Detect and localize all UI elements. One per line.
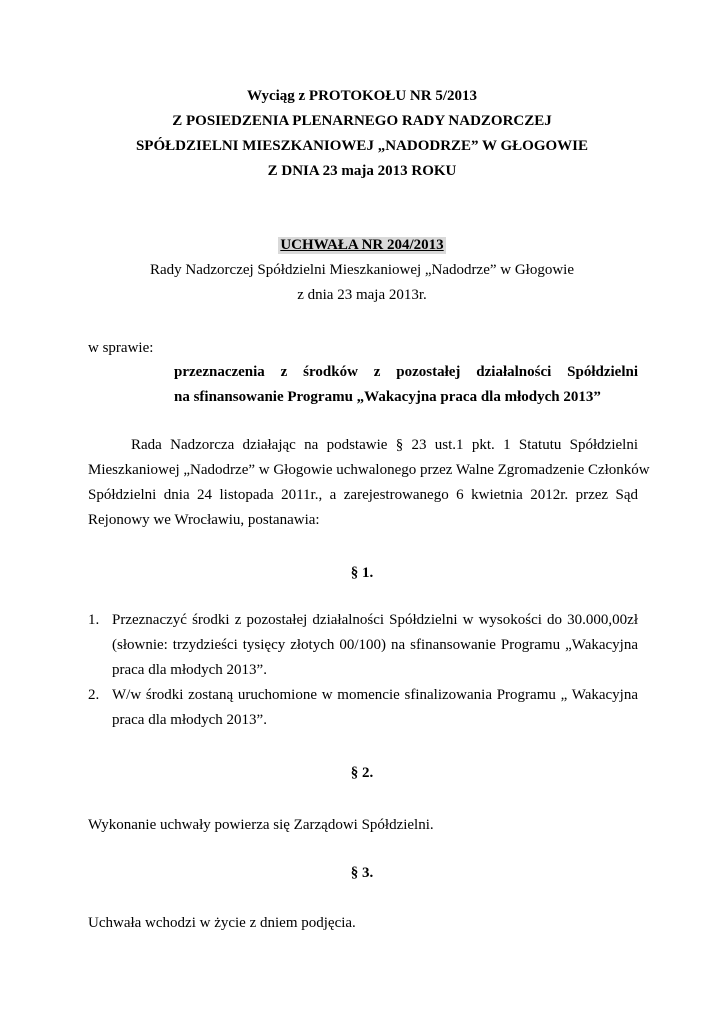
item-1-number: 1.	[88, 612, 100, 628]
item-2-line-2: praca dla młodych 2013”.	[112, 712, 267, 728]
preamble-line-2: Mieszkaniowej „Nadodrze” w Głogowie uchwalonego przez Walne Zgromadzenie Członków	[88, 462, 650, 478]
subject-line-2: na sfinansowanie Programu „Wakacyjna praca dla młodych 2013”	[174, 389, 601, 405]
preamble-line-3: Spółdzielni dnia 24 listopada 2011r., a zarejestrowanego 6 kwietnia 2012r. przez Sąd	[88, 487, 638, 503]
resolution-issuer: Rady Nadzorczej Spółdzielni Mieszkaniowej „Nadodrze” w Głogowie	[149, 262, 575, 278]
subject-label: w sprawie:	[88, 340, 154, 356]
section-3-heading: § 3.	[350, 865, 374, 881]
header-line-1: Wyciąg z PROTOKOŁU NR 5/2013	[247, 88, 477, 104]
section-3-text: Uchwała wchodzi w życie z dniem podjęcia.	[88, 915, 356, 931]
subject-line-1: przeznaczenia z środków z pozostałej działalności Spółdzielni	[174, 364, 638, 380]
section-1-heading: § 1.	[350, 565, 374, 581]
header-line-4: Z DNIA 23 maja 2013 ROKU	[267, 163, 457, 179]
preamble-line-1: Rada Nadzorcza działając na podstawie § 23 ust.1 pkt. 1 Statutu Spółdzielni	[131, 437, 638, 453]
section-2-heading: § 2.	[350, 765, 374, 781]
header-line-3: SPÓŁDZIELNI MIESZKANIOWEJ „NADODRZE” W GŁOGOWIE	[135, 138, 589, 154]
section-2-text: Wykonanie uchwały powierza się Zarządowi Spółdzielni.	[88, 817, 434, 833]
item-1-line-1: Przeznaczyć środki z pozostałej działalności Spółdzielni w wysokości do 30.000,00zł	[112, 612, 638, 628]
item-2-number: 2.	[88, 687, 100, 703]
item-1-line-2: (słownie: trzydzieści tysięcy złotych 00/100) na sfinansowanie Programu „Wakacyjna	[112, 637, 638, 653]
resolution-title-wrap	[0, 237, 724, 254]
resolution-title: UCHWAŁA NR 204/2013	[280, 237, 444, 253]
header-line-2: Z POSIEDZENIA PLENARNEGO RADY NADZORCZEJ	[172, 113, 552, 129]
item-1-line-3: praca dla młodych 2013”.	[112, 662, 267, 678]
resolution-date: z dnia 23 maja 2013r.	[297, 287, 427, 303]
preamble-line-4: Rejonowy we Wrocławiu, postanawia:	[88, 512, 320, 528]
item-2-line-1: W/w środki zostaną uruchomione w momencie sfinalizowania Programu „ Wakacyjna	[112, 687, 638, 703]
